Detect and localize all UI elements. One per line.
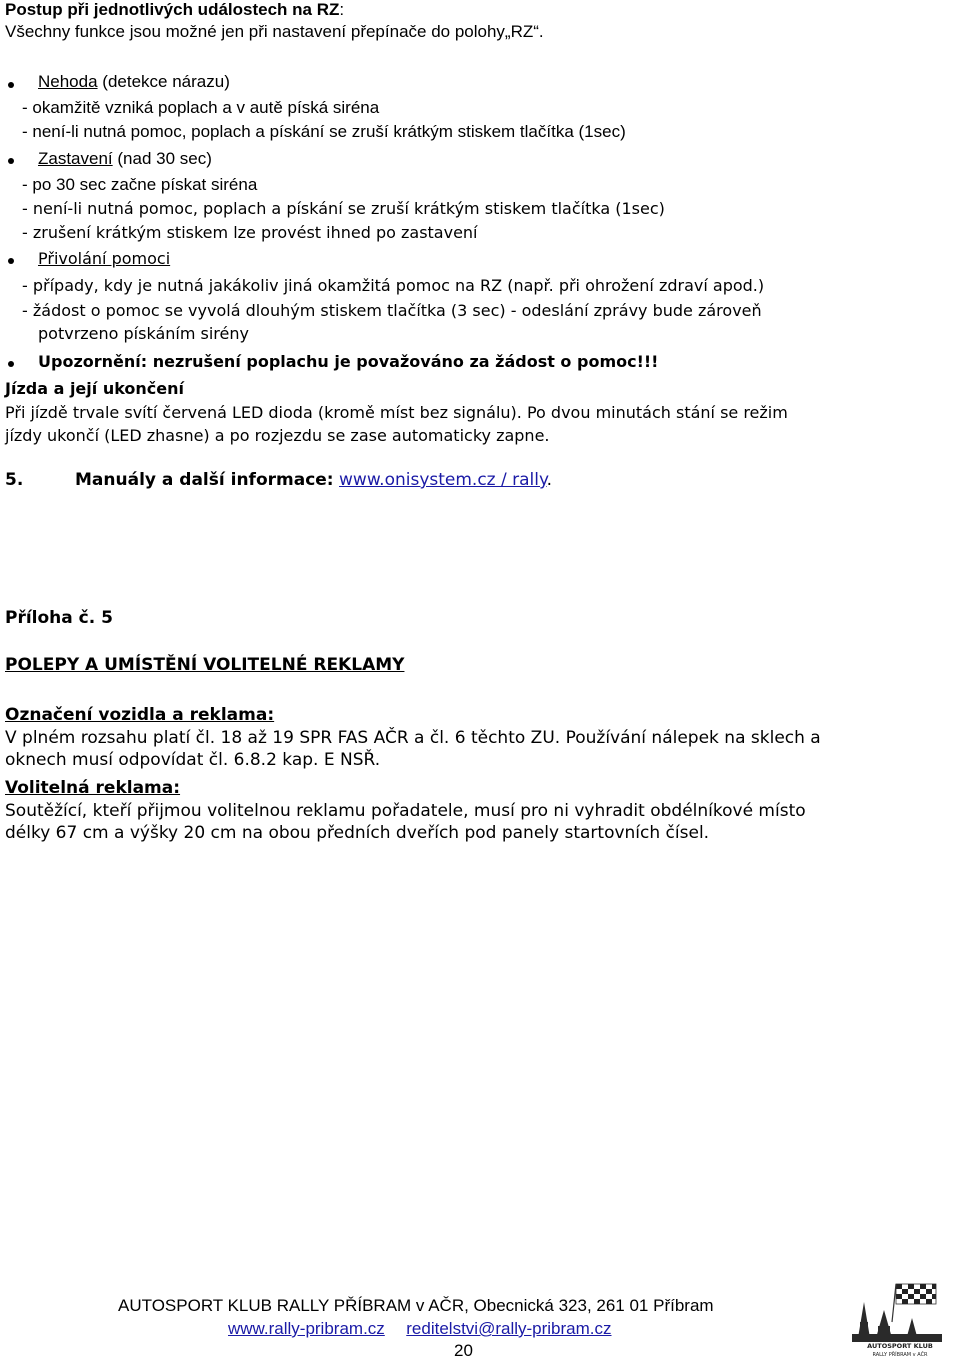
bullet-icon: [8, 82, 14, 88]
item-zastaveni-line: - po 30 sec začne pískat siréna: [22, 175, 258, 194]
item-privolani-line: - případy, kdy je nutná jakákoliv jiná okamžitá pomoc na RZ (např. při ohrožení zdraví apod.): [22, 276, 765, 295]
footer-web-link[interactable]: www.rally-pribram.cz: [228, 1319, 385, 1338]
rz-heading: [5, 0, 344, 20]
manuals-label: Manuály a další informace:: [75, 470, 334, 490]
footer-contacts: [228, 1319, 612, 1339]
item-nehoda-line: - okamžitě vzniká poplach a v autě píská siréna: [22, 98, 380, 117]
rz-heading-colon: :: [339, 0, 345, 19]
footer-address: AUTOSPORT KLUB RALLY PŘÍBRAM v AČR, Obecnická 323, 261 01 Příbram: [118, 1296, 714, 1315]
item-nehoda-detail: (detekce nárazu): [97, 72, 230, 91]
ride-heading: Jízda a její ukončení: [5, 379, 185, 398]
item-zastaveni-line: - není-li nutná pomoc, poplach a pískání se zruší krátkým stiskem tlačítka (1sec): [22, 199, 665, 218]
rz-heading-text: Postup při jednotlivých událostech na RZ: [5, 0, 340, 19]
ride-text-line: Při jízdě trvale svítí červená LED dioda (kromě míst bez signálu). Po dvou minutách stání se režim: [5, 403, 788, 422]
item-privolani-line: - žádost o pomoc se vyvolá dlouhým stiskem tlačítka (3 sec) - odeslání zprávy bude zároveň: [22, 301, 762, 320]
bullet-icon: [8, 258, 14, 264]
annex-marking-heading: Označení vozidla a reklama:: [5, 705, 275, 725]
annex-optional-line: délky 67 cm a výšky 20 cm na obou předních dveřích pod panely startovních čísel.: [5, 823, 710, 843]
manuals-number: 5.: [5, 470, 24, 490]
svg-text:RALLY PŘÍBRAM v AČR: RALLY PŘÍBRAM v AČR: [872, 1352, 928, 1358]
ride-text-line: jízdy ukončí (LED zhasne) a po rozjezdu se zase automaticky zapne.: [5, 426, 550, 445]
bullet-icon: [8, 158, 14, 164]
warning-text: Upozornění: nezrušení poplachu je považováno za žádost o pomoc!!!: [38, 352, 659, 371]
manuals-link[interactable]: www.onisystem.cz / rally: [339, 470, 547, 490]
bullet-icon: [8, 361, 14, 367]
annex-marking-line: V plném rozsahu platí čl. 18 až 19 SPR FAS AČR a čl. 6 těchto ZU. Používání nálepek na sklech a: [5, 728, 821, 748]
item-privolani-title: [38, 249, 170, 268]
item-privolani-label: Přivolání pomoci: [38, 249, 171, 268]
page-number: 20: [454, 1341, 473, 1360]
item-zastaveni-line: - zrušení krátkým stiskem lze provést ihned po zastavení: [22, 223, 478, 242]
footer-email-link[interactable]: reditelstvi@rally-pribram.cz: [406, 1319, 612, 1338]
svg-text:AUTOSPORT KLUB: AUTOSPORT KLUB: [867, 1342, 933, 1350]
manuals-trail: .: [546, 470, 553, 490]
item-nehoda-title: [38, 72, 230, 92]
rz-intro: Všechny funkce jsou možné jen při nastavení přepínače do polohy„RZ“.: [5, 22, 544, 41]
annex-marking-line: oknech musí odpovídat čl. 6.8.2 kap. E NSŘ.: [5, 750, 381, 770]
annex-subtitle: POLEPY A UMÍSTĚNÍ VOLITELNÉ REKLAMY: [5, 655, 405, 675]
item-nehoda-label: Nehoda: [38, 72, 98, 91]
club-logo-icon: [848, 1282, 953, 1358]
item-nehoda-line: - není-li nutná pomoc, poplach a pískání se zruší krátkým stiskem tlačítka (1sec): [22, 122, 626, 141]
item-zastaveni-detail: (nad 30 sec): [112, 149, 212, 168]
annex-title: Příloha č. 5: [5, 608, 113, 628]
annex-optional-line: Soutěžící, kteří přijmou volitelnou reklamu pořadatele, musí pro ni vyhradit obdélníkové místo: [5, 801, 806, 821]
item-zastaveni-label: Zastavení: [38, 149, 113, 168]
item-privolani-line: potvrzeno pískáním sirény: [38, 324, 249, 343]
item-zastaveni-title: [38, 149, 212, 169]
manuals-line: [75, 470, 552, 490]
annex-optional-heading: Volitelná reklama:: [5, 778, 181, 798]
